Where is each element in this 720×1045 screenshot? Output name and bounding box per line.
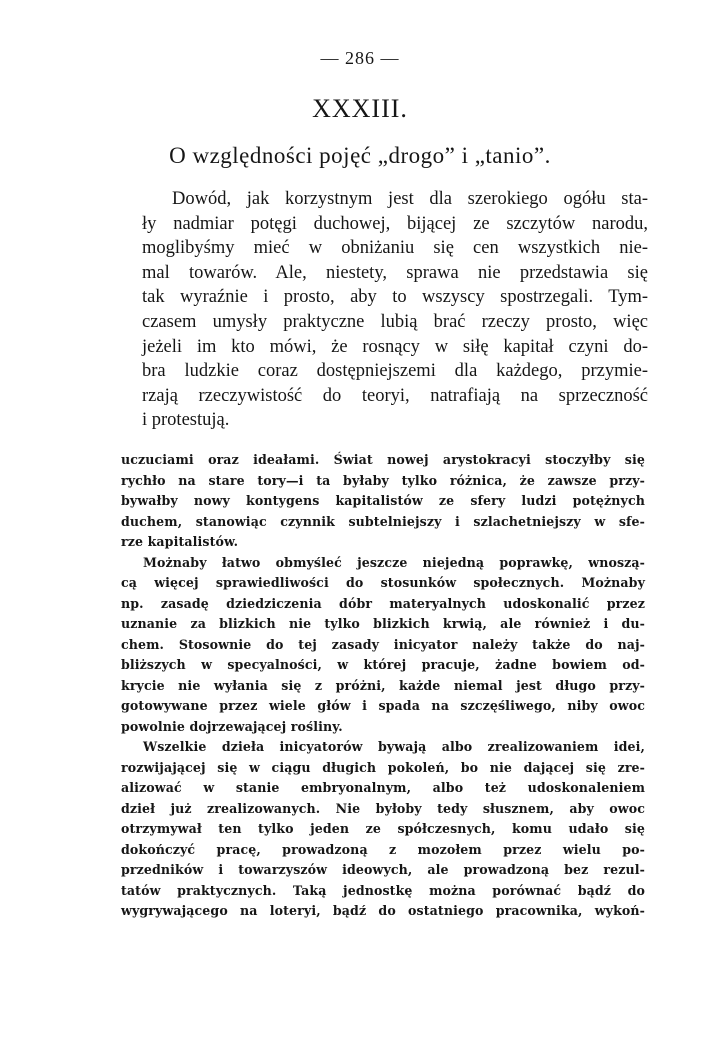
text-line: powolnie dojrzewającej rośliny. <box>121 718 343 734</box>
text-line: mal towarów. Ale, niestety, sprawa nie przedstawia się <box>142 262 648 283</box>
text-line: otrzymywał ten tylko jeden ze spółczesnych, komu udało się <box>121 821 645 836</box>
text-line: tak wyraźnie i prosto, aby to wszyscy spostrzegali. Tym- <box>142 287 648 308</box>
text-line: cą więcej sprawiedliwości do stosunków społecznych. Możnaby <box>121 575 645 590</box>
text-line: duchem, stanowiąc czynnik subtelniejszy i szlachetniejszy w sfe- <box>121 513 645 529</box>
text-line: dokończyć pracę, prowadzoną z mozołem przez wielu po- <box>121 841 645 857</box>
text-line: rozwijającej się w ciągu długich pokoleń, bo nie dającej się zre- <box>121 759 645 775</box>
text-line: przedników i towarzyszów ideowych, ale prowadzoną bez rezul- <box>121 862 645 877</box>
text-line: ły nadmiar potęgi duchowej, bijącej ze szczytów narodu, <box>142 213 648 234</box>
text-line: Dowód, jak korzystnym jest dla szerokiego ogółu sta- <box>172 189 648 209</box>
text-line: i protestują. <box>142 410 230 431</box>
text-line: wygrywającego na loteryi, bądź do ostatniego pracownika, wykoń- <box>121 903 645 918</box>
text-line: tatów praktycznych. Taką jednostkę można porównać bądź do <box>121 882 645 898</box>
text-line: bliższych w specyalności, w której pracuje, żadne bowiem od- <box>121 657 645 672</box>
text-line: Wszelkie dzieła inicyatorów bywają albo zrealizowaniem idei, <box>143 739 645 754</box>
text-line: krycie nie wyłania się z próżni, każde niemal jest długo przy- <box>121 677 645 693</box>
text-line: np. zasadę dziedziczenia dóbr materyalnych udoskonalić przez <box>121 595 645 611</box>
text-line: rzają rzeczywistość do teoryi, natrafiają na sprzeczność <box>142 385 648 406</box>
text-line: bra ludzkie coraz dostępniejszemi dla każdego, przymie- <box>142 361 648 382</box>
intro-paragraph <box>142 187 648 433</box>
text-line: rze kapitalistów. <box>121 534 239 549</box>
text-line: rychło na stare tory—i ta byłaby tylko różnica, że zawsze przy- <box>121 472 645 488</box>
text-line: moglibyśmy mieć w obniżaniu się cen wszystkich nie- <box>142 238 648 259</box>
text-line: bywałby nowy kontygens kapitalistów ze sfery ludzi potężnych <box>121 493 645 508</box>
text-line: chem. Stosownie do tej zasady inicyator należy także do naj- <box>121 636 645 652</box>
chapter-title: O względności pojęć „drogo” i „tanio”. <box>169 143 551 168</box>
body-text <box>121 450 645 922</box>
text-line: jeżeli im kto mówi, że rosnący w siłę kapitał czyni do- <box>142 336 648 357</box>
text-line: alizować w stanie embryonalnym, albo też udoskonaleniem <box>121 780 645 795</box>
chapter-number: XXXIII. <box>312 94 408 123</box>
page-number: — 286 — <box>320 48 400 68</box>
text-line: czasem umysły praktyczne lubią brać rzeczy prosto, więc <box>142 311 648 332</box>
text-line: Możnaby łatwo obmyśleć jeszcze niejedną poprawkę, wnoszą- <box>143 554 645 570</box>
text-line: uczuciami oraz ideałami. Świat nowej arystokracyi stoczyłby się <box>121 452 645 467</box>
text-line: dzieł już zrealizowanych. Nie byłoby tedy słusznem, aby owoc <box>121 800 645 816</box>
text-line: gotowywane przez wiele głów i spada na szczęśliwego, niby owoc <box>121 698 645 713</box>
text-line: uznanie za blizkich nie tylko blizkich krwią, ale również i du- <box>121 616 645 631</box>
